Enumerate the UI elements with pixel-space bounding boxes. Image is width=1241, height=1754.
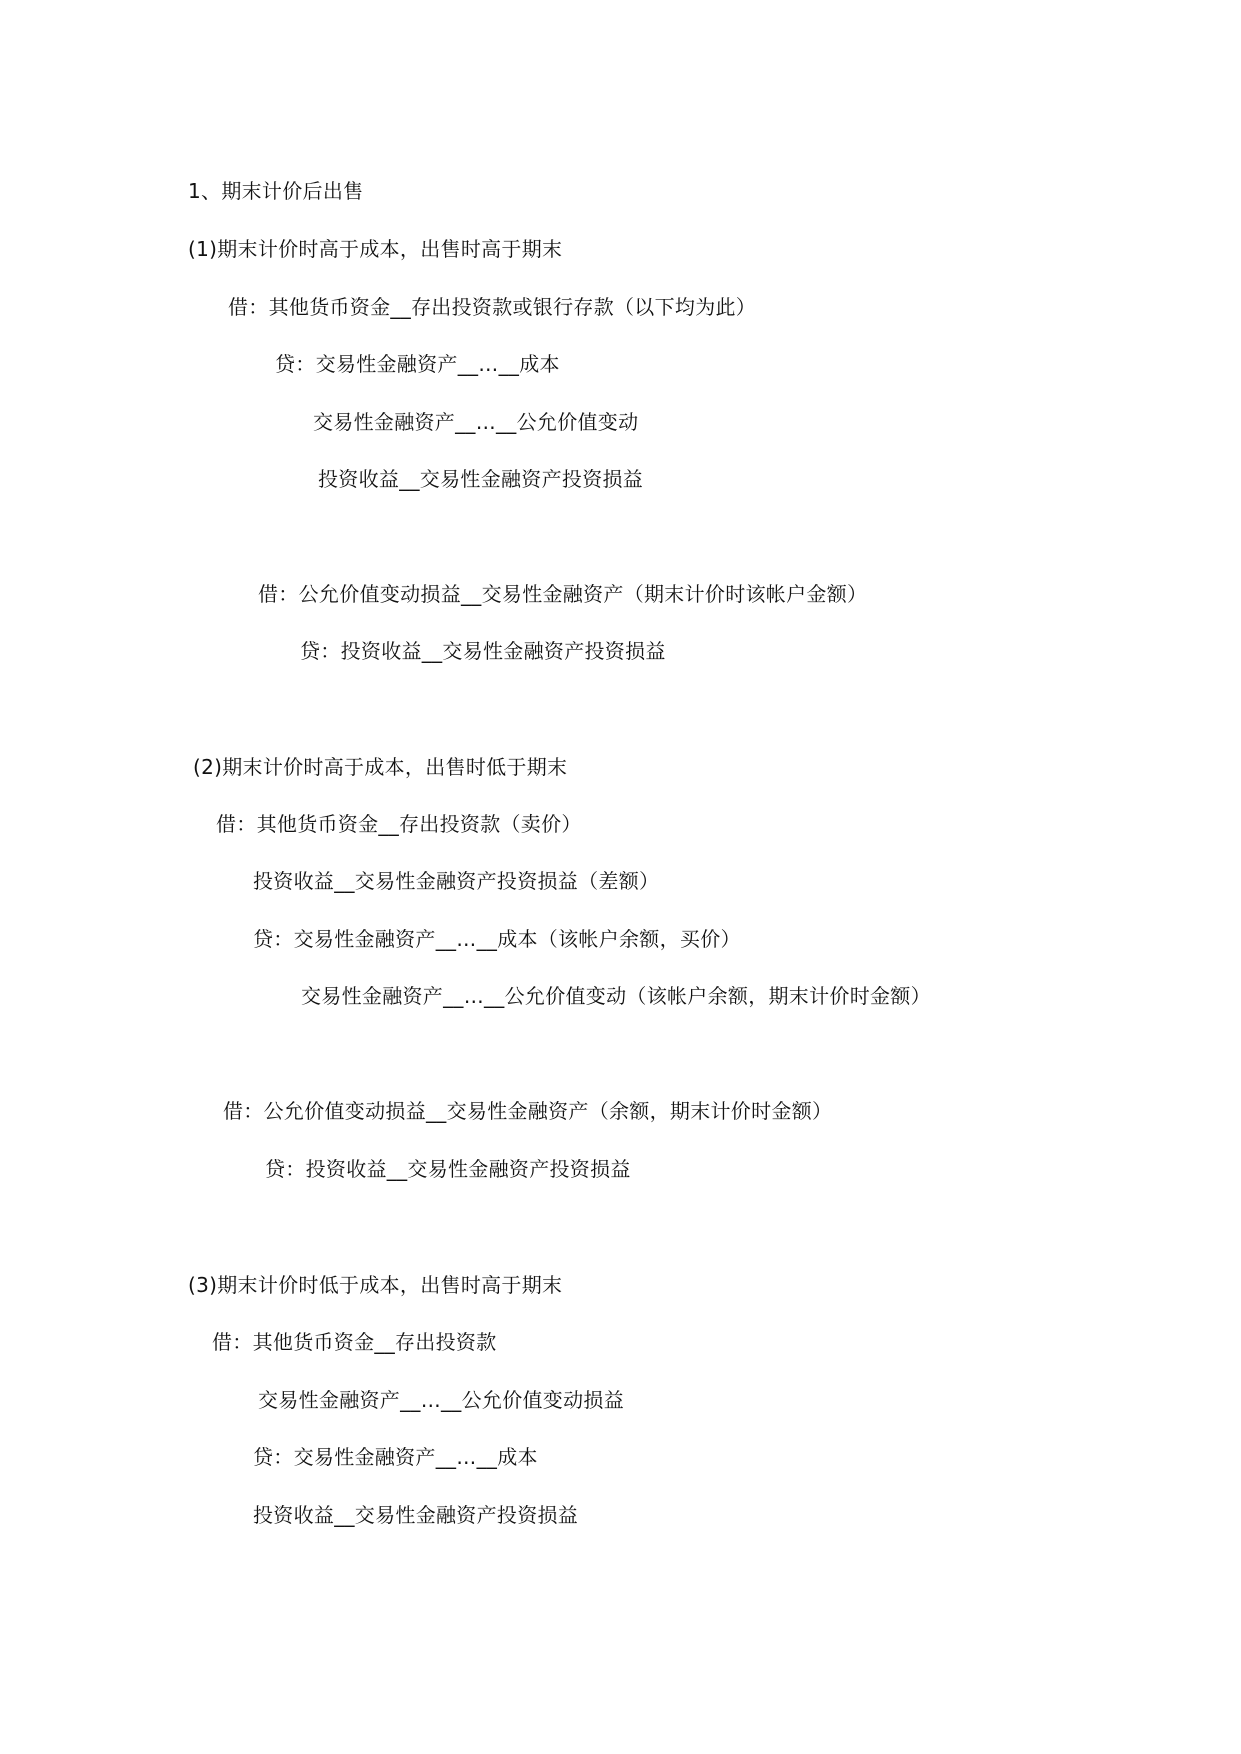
- journal-entry-line: 贷：交易性金融资产__…__成本（该帐户余额，买价）: [253, 927, 741, 951]
- journal-entry-line: 贷：交易性金融资产__…__成本: [253, 1445, 538, 1469]
- document-title: 1、期末计价后出售: [188, 179, 364, 203]
- journal-entry-line: 借：公允价值变动损益__交易性金融资产（余额，期末计价时金额）: [223, 1099, 833, 1123]
- section-1-heading: (1)期末计价时高于成本，出售时高于期末: [188, 237, 563, 261]
- journal-entry-line: 交易性金融资产__…__公允价值变动损益: [258, 1388, 624, 1412]
- journal-entry-line: 投资收益__交易性金融资产投资损益: [253, 1503, 579, 1527]
- journal-entry-line: 借：其他货币资金__存出投资款: [212, 1330, 497, 1354]
- journal-entry-line: 投资收益__交易性金融资产投资损益: [318, 467, 644, 491]
- journal-entry-line: 交易性金融资产__…__公允价值变动: [313, 410, 639, 434]
- journal-entry-line: 投资收益__交易性金融资产投资损益（差额）: [253, 869, 660, 893]
- journal-entry-line: 贷：交易性金融资产__…__成本: [275, 352, 560, 376]
- section-2-heading: (2)期末计价时高于成本，出售时低于期末: [193, 755, 568, 779]
- journal-entry-line: 贷：投资收益__交易性金融资产投资损益: [265, 1157, 631, 1181]
- journal-entry-line: 借：其他货币资金__存出投资款或银行存款（以下均为此）: [228, 295, 757, 319]
- journal-entry-line: 交易性金融资产__…__公允价值变动（该帐户余额，期末计价时金额）: [301, 984, 931, 1008]
- section-3-heading: (3)期末计价时低于成本，出售时高于期末: [188, 1273, 563, 1297]
- journal-entry-line: 贷：投资收益__交易性金融资产投资损益: [300, 639, 666, 663]
- journal-entry-line: 借：其他货币资金__存出投资款（卖价）: [216, 812, 582, 836]
- journal-entry-line: 借：公允价值变动损益__交易性金融资产（期末计价时该帐户金额）: [258, 582, 868, 606]
